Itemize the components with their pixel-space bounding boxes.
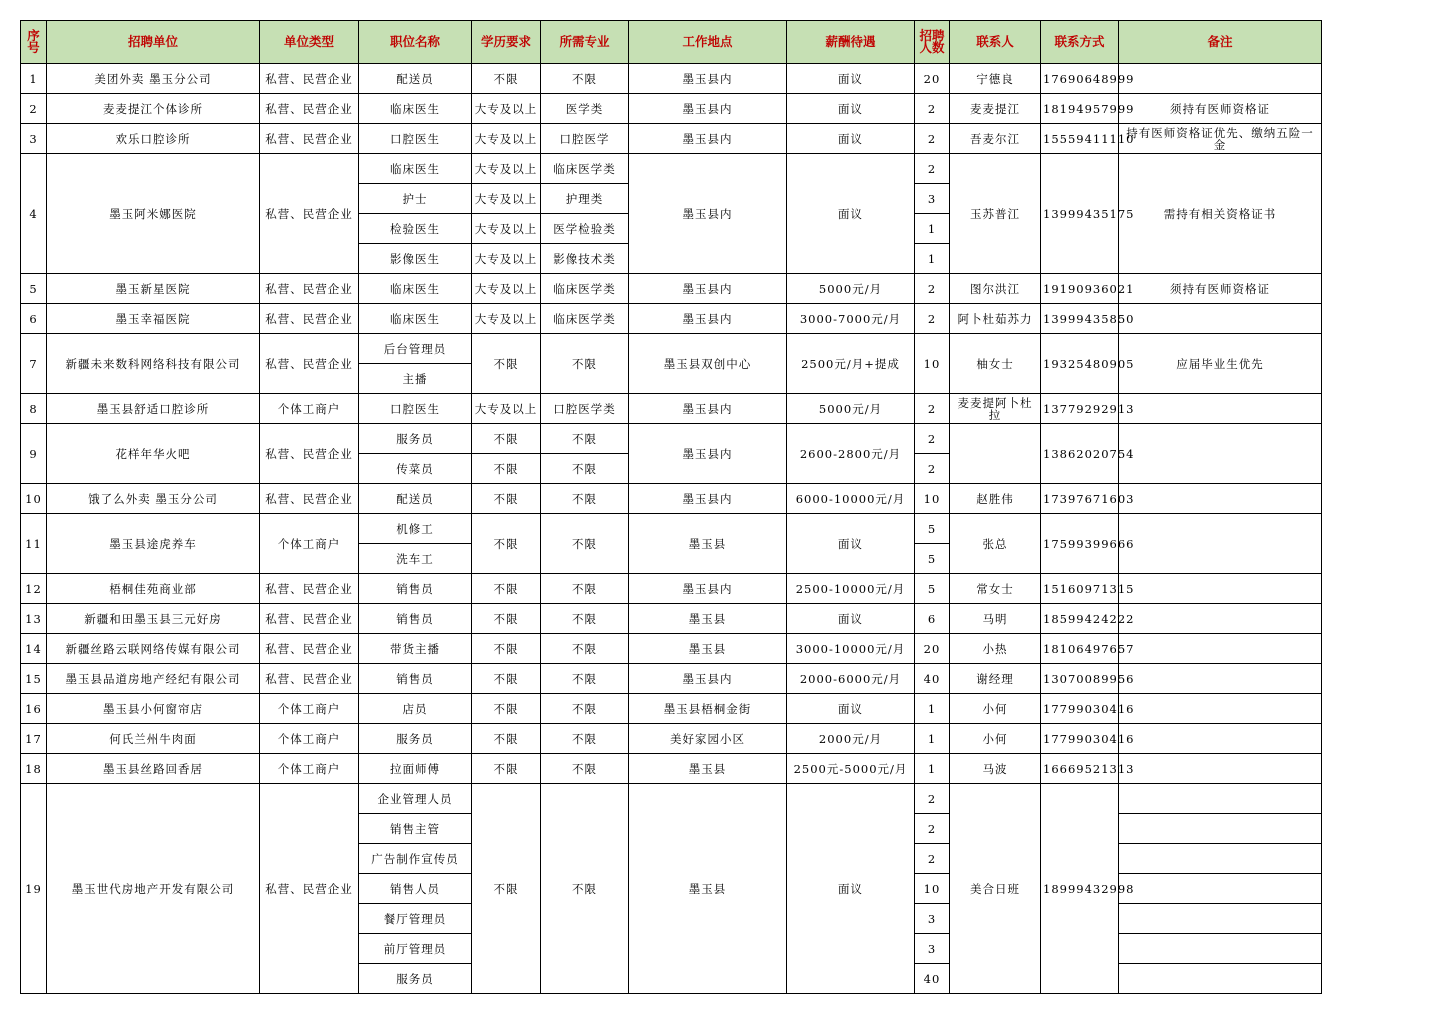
cell-note: 持有医师资格证优先、缴纳五险一金 — [1119, 124, 1322, 154]
cell-major: 临床医学类 — [541, 274, 629, 304]
cell-position: 销售员 — [359, 664, 472, 694]
cell-count: 3 — [915, 934, 950, 964]
cell-seq: 7 — [21, 334, 47, 394]
cell-major: 不限 — [541, 784, 629, 994]
header-phone: 联系方式 — [1041, 21, 1119, 64]
cell-contact: 图尔洪江 — [950, 274, 1041, 304]
cell-contact: 小何 — [950, 694, 1041, 724]
cell-education: 大专及以上 — [472, 184, 541, 214]
cell-type: 私营、民营企业 — [260, 304, 359, 334]
cell-education: 不限 — [472, 334, 541, 394]
cell-seq: 15 — [21, 664, 47, 694]
cell-position: 前厅管理员 — [359, 934, 472, 964]
cell-education: 大专及以上 — [472, 274, 541, 304]
cell-type: 私营、民营企业 — [260, 274, 359, 304]
cell-salary: 2500元-5000元/月 — [787, 754, 915, 784]
cell-major: 口腔医学类 — [541, 394, 629, 424]
cell-note: 须持有医师资格证 — [1119, 94, 1322, 124]
cell-phone: 18999432998 — [1041, 784, 1119, 994]
header-company: 招聘单位 — [47, 21, 260, 64]
cell-position: 口腔医生 — [359, 124, 472, 154]
table-row — [21, 304, 1322, 334]
cell-education: 不限 — [472, 574, 541, 604]
cell-count: 20 — [915, 64, 950, 94]
table-row — [21, 694, 1322, 724]
cell-salary: 2500元/月+提成 — [787, 334, 915, 394]
cell-contact: 张总 — [950, 514, 1041, 574]
header-seq: 序号 — [21, 21, 47, 64]
cell-location: 墨玉县内 — [629, 484, 787, 514]
cell-note — [1119, 634, 1322, 664]
cell-location: 墨玉县双创中心 — [629, 334, 787, 394]
cell-count: 2 — [915, 394, 950, 424]
cell-type: 私营、民营企业 — [260, 424, 359, 484]
cell-phone: 17397671603 — [1041, 484, 1119, 514]
cell-company: 墨玉阿米娜医院 — [47, 154, 260, 274]
cell-type: 私营、民营企业 — [260, 574, 359, 604]
cell-seq: 2 — [21, 94, 47, 124]
cell-position: 检验医生 — [359, 214, 472, 244]
cell-major: 不限 — [541, 424, 629, 454]
cell-phone: 19325480905 — [1041, 334, 1119, 394]
cell-location: 墨玉县内 — [629, 394, 787, 424]
cell-note: 须持有医师资格证 — [1119, 274, 1322, 304]
cell-company: 新疆未来数科网络科技有限公司 — [47, 334, 260, 394]
cell-phone: 16669521313 — [1041, 754, 1119, 784]
cell-count: 2 — [915, 304, 950, 334]
cell-note — [1119, 904, 1322, 934]
cell-phone: 17799030416 — [1041, 694, 1119, 724]
cell-seq: 12 — [21, 574, 47, 604]
cell-note — [1119, 964, 1322, 994]
cell-type: 私营、民营企业 — [260, 64, 359, 94]
cell-phone: 13999435175 — [1041, 154, 1119, 274]
table-row — [21, 154, 1322, 184]
cell-phone: 17690648999 — [1041, 64, 1119, 94]
cell-note — [1119, 514, 1322, 574]
cell-position: 服务员 — [359, 964, 472, 994]
cell-salary: 面议 — [787, 94, 915, 124]
table-row — [21, 274, 1322, 304]
cell-position: 广告制作宣传员 — [359, 844, 472, 874]
cell-major: 临床医学类 — [541, 304, 629, 334]
header-count: 招聘人数 — [915, 21, 950, 64]
table-row — [21, 514, 1322, 544]
cell-seq: 14 — [21, 634, 47, 664]
cell-note — [1119, 694, 1322, 724]
cell-type: 个体工商户 — [260, 754, 359, 784]
cell-salary: 面议 — [787, 124, 915, 154]
cell-contact: 美合日班 — [950, 784, 1041, 994]
cell-major: 不限 — [541, 604, 629, 634]
cell-position: 服务员 — [359, 724, 472, 754]
cell-note — [1119, 874, 1322, 904]
cell-company: 墨玉县舒适口腔诊所 — [47, 394, 260, 424]
cell-position: 口腔医生 — [359, 394, 472, 424]
cell-education: 大专及以上 — [472, 124, 541, 154]
cell-count: 5 — [915, 514, 950, 544]
table-row — [21, 604, 1322, 634]
cell-major: 不限 — [541, 664, 629, 694]
cell-position: 洗车工 — [359, 544, 472, 574]
cell-seq: 4 — [21, 154, 47, 274]
cell-major: 不限 — [541, 334, 629, 394]
cell-count: 2 — [915, 784, 950, 814]
cell-education: 不限 — [472, 694, 541, 724]
cell-location: 美好家园小区 — [629, 724, 787, 754]
cell-education: 大专及以上 — [472, 214, 541, 244]
cell-count: 5 — [915, 544, 950, 574]
cell-note — [1119, 424, 1322, 484]
cell-position: 店员 — [359, 694, 472, 724]
cell-location: 墨玉县 — [629, 604, 787, 634]
cell-company: 墨玉县途虎养车 — [47, 514, 260, 574]
cell-seq: 11 — [21, 514, 47, 574]
cell-position: 临床医生 — [359, 274, 472, 304]
cell-contact: 宁德良 — [950, 64, 1041, 94]
header-type: 单位类型 — [260, 21, 359, 64]
cell-contact: 小何 — [950, 724, 1041, 754]
cell-education: 不限 — [472, 484, 541, 514]
cell-type: 私营、民营企业 — [260, 604, 359, 634]
cell-salary: 3000-10000元/月 — [787, 634, 915, 664]
cell-seq: 1 — [21, 64, 47, 94]
cell-count: 1 — [915, 754, 950, 784]
header-note: 备注 — [1119, 21, 1322, 64]
cell-company: 墨玉幸福医院 — [47, 304, 260, 334]
cell-company: 花样年华火吧 — [47, 424, 260, 484]
cell-position: 临床医生 — [359, 304, 472, 334]
cell-position: 后台管理员 — [359, 334, 472, 364]
cell-position: 临床医生 — [359, 94, 472, 124]
cell-education: 不限 — [472, 664, 541, 694]
cell-note — [1119, 64, 1322, 94]
cell-position: 护士 — [359, 184, 472, 214]
cell-contact: 麦麦提江 — [950, 94, 1041, 124]
cell-position: 拉面师傅 — [359, 754, 472, 784]
cell-location: 墨玉县内 — [629, 124, 787, 154]
cell-position: 销售人员 — [359, 874, 472, 904]
cell-note — [1119, 484, 1322, 514]
cell-count: 2 — [915, 844, 950, 874]
cell-contact: 柚女士 — [950, 334, 1041, 394]
header-location: 工作地点 — [629, 21, 787, 64]
cell-phone: 19190936021 — [1041, 274, 1119, 304]
cell-location: 墨玉县内 — [629, 574, 787, 604]
cell-seq: 19 — [21, 784, 47, 994]
cell-salary: 5000元/月 — [787, 394, 915, 424]
cell-major: 不限 — [541, 514, 629, 574]
cell-contact: 马波 — [950, 754, 1041, 784]
cell-location: 墨玉县内 — [629, 304, 787, 334]
cell-type: 私营、民营企业 — [260, 784, 359, 994]
cell-location: 墨玉县内 — [629, 64, 787, 94]
cell-education: 大专及以上 — [472, 154, 541, 184]
cell-position: 销售主管 — [359, 814, 472, 844]
cell-note: 需持有相关资格证书 — [1119, 154, 1322, 274]
cell-count: 10 — [915, 874, 950, 904]
cell-education: 不限 — [472, 514, 541, 574]
cell-major: 不限 — [541, 694, 629, 724]
cell-count: 3 — [915, 184, 950, 214]
table-row — [21, 394, 1322, 424]
table-row — [21, 334, 1322, 364]
cell-salary: 2500-10000元/月 — [787, 574, 915, 604]
cell-note — [1119, 814, 1322, 844]
cell-education: 大专及以上 — [472, 94, 541, 124]
cell-count: 5 — [915, 574, 950, 604]
cell-major: 不限 — [541, 454, 629, 484]
cell-count: 2 — [915, 454, 950, 484]
cell-company: 墨玉世代房地产开发有限公司 — [47, 784, 260, 994]
table-row — [21, 664, 1322, 694]
cell-seq: 10 — [21, 484, 47, 514]
cell-phone: 17799030416 — [1041, 724, 1119, 754]
table-row — [21, 724, 1322, 754]
cell-seq: 3 — [21, 124, 47, 154]
cell-position: 机修工 — [359, 514, 472, 544]
cell-company: 何氏兰州牛肉面 — [47, 724, 260, 754]
cell-salary: 面议 — [787, 694, 915, 724]
cell-type: 个体工商户 — [260, 694, 359, 724]
cell-count: 2 — [915, 124, 950, 154]
cell-major: 临床医学类 — [541, 154, 629, 184]
cell-count: 2 — [915, 154, 950, 184]
header-position: 职位名称 — [359, 21, 472, 64]
cell-location: 墨玉县内 — [629, 154, 787, 274]
cell-company: 美团外卖 墨玉分公司 — [47, 64, 260, 94]
cell-type: 个体工商户 — [260, 724, 359, 754]
cell-phone: 15559411110 — [1041, 124, 1119, 154]
cell-phone: 13999435850 — [1041, 304, 1119, 334]
header-contact: 联系人 — [950, 21, 1041, 64]
cell-company: 墨玉县小何窗帘店 — [47, 694, 260, 724]
cell-count: 2 — [915, 274, 950, 304]
cell-salary: 面议 — [787, 784, 915, 994]
table-row — [21, 754, 1322, 784]
cell-education: 大专及以上 — [472, 394, 541, 424]
cell-position: 主播 — [359, 364, 472, 394]
table-row — [21, 574, 1322, 604]
cell-position: 配送员 — [359, 64, 472, 94]
table-row — [21, 484, 1322, 514]
cell-count: 10 — [915, 334, 950, 394]
cell-note — [1119, 304, 1322, 334]
table-row — [21, 634, 1322, 664]
cell-major: 不限 — [541, 574, 629, 604]
cell-education: 不限 — [472, 424, 541, 454]
cell-type: 私营、民营企业 — [260, 664, 359, 694]
cell-note — [1119, 574, 1322, 604]
cell-salary: 面议 — [787, 604, 915, 634]
cell-count: 2 — [915, 424, 950, 454]
cell-position: 临床医生 — [359, 154, 472, 184]
cell-count: 1 — [915, 214, 950, 244]
cell-company: 梧桐佳苑商业部 — [47, 574, 260, 604]
header-major: 所需专业 — [541, 21, 629, 64]
cell-note — [1119, 664, 1322, 694]
cell-count: 2 — [915, 94, 950, 124]
cell-education: 不限 — [472, 724, 541, 754]
cell-major: 不限 — [541, 724, 629, 754]
cell-position: 影像医生 — [359, 244, 472, 274]
cell-education: 大专及以上 — [472, 304, 541, 334]
cell-major: 不限 — [541, 634, 629, 664]
table-row — [21, 64, 1322, 94]
cell-count: 3 — [915, 904, 950, 934]
cell-location: 墨玉县 — [629, 634, 787, 664]
cell-position: 销售员 — [359, 574, 472, 604]
cell-contact: 阿卜杜茹苏力 — [950, 304, 1041, 334]
cell-education: 大专及以上 — [472, 244, 541, 274]
cell-salary: 面议 — [787, 154, 915, 274]
cell-salary: 6000-10000元/月 — [787, 484, 915, 514]
cell-salary: 5000元/月 — [787, 274, 915, 304]
header-salary: 薪酬待遇 — [787, 21, 915, 64]
table-header-row — [21, 21, 1322, 64]
cell-salary: 3000-7000元/月 — [787, 304, 915, 334]
cell-salary: 2600-2800元/月 — [787, 424, 915, 484]
header-education: 学历要求 — [472, 21, 541, 64]
cell-major: 医学检验类 — [541, 214, 629, 244]
cell-note — [1119, 844, 1322, 874]
cell-education: 不限 — [472, 634, 541, 664]
cell-phone: 13862020754 — [1041, 424, 1119, 484]
cell-company: 欢乐口腔诊所 — [47, 124, 260, 154]
cell-company: 墨玉县品道房地产经纪有限公司 — [47, 664, 260, 694]
cell-major: 护理类 — [541, 184, 629, 214]
cell-phone: 15160971315 — [1041, 574, 1119, 604]
cell-location: 墨玉县内 — [629, 664, 787, 694]
cell-education: 不限 — [472, 754, 541, 784]
cell-location: 墨玉县内 — [629, 94, 787, 124]
cell-contact: 麦麦提阿卜杜拉 — [950, 394, 1041, 424]
cell-company: 墨玉县丝路回香居 — [47, 754, 260, 784]
cell-major: 影像技术类 — [541, 244, 629, 274]
cell-phone: 13779292913 — [1041, 394, 1119, 424]
cell-count: 2 — [915, 814, 950, 844]
cell-salary: 2000元/月 — [787, 724, 915, 754]
cell-count: 1 — [915, 694, 950, 724]
cell-location: 墨玉县梧桐金街 — [629, 694, 787, 724]
cell-location: 墨玉县 — [629, 514, 787, 574]
table-row — [21, 424, 1322, 454]
cell-phone: 13070089956 — [1041, 664, 1119, 694]
cell-seq: 9 — [21, 424, 47, 484]
cell-location: 墨玉县内 — [629, 424, 787, 484]
cell-phone: 18599424222 — [1041, 604, 1119, 634]
cell-note — [1119, 394, 1322, 424]
cell-location: 墨玉县 — [629, 784, 787, 994]
cell-seq: 16 — [21, 694, 47, 724]
recruitment-table — [20, 20, 1322, 994]
cell-type: 私营、民营企业 — [260, 94, 359, 124]
cell-type: 私营、民营企业 — [260, 154, 359, 274]
cell-company: 新疆和田墨玉县三元好房 — [47, 604, 260, 634]
cell-type: 私营、民营企业 — [260, 484, 359, 514]
cell-contact: 谢经理 — [950, 664, 1041, 694]
cell-location: 墨玉县内 — [629, 274, 787, 304]
cell-phone: 17599399666 — [1041, 514, 1119, 574]
cell-count: 10 — [915, 484, 950, 514]
cell-contact: 赵胜伟 — [950, 484, 1041, 514]
cell-note — [1119, 754, 1322, 784]
cell-count: 40 — [915, 964, 950, 994]
cell-seq: 5 — [21, 274, 47, 304]
cell-phone: 18106497657 — [1041, 634, 1119, 664]
cell-position: 服务员 — [359, 424, 472, 454]
cell-position: 企业管理人员 — [359, 784, 472, 814]
cell-major: 口腔医学 — [541, 124, 629, 154]
cell-contact: 马明 — [950, 604, 1041, 634]
table-row — [21, 784, 1322, 814]
table-row — [21, 124, 1322, 154]
cell-seq: 6 — [21, 304, 47, 334]
cell-seq: 13 — [21, 604, 47, 634]
cell-type: 私营、民营企业 — [260, 634, 359, 664]
cell-type: 个体工商户 — [260, 394, 359, 424]
cell-note: 应届毕业生优先 — [1119, 334, 1322, 394]
cell-position: 传菜员 — [359, 454, 472, 484]
cell-education: 不限 — [472, 64, 541, 94]
cell-count: 40 — [915, 664, 950, 694]
cell-type: 私营、民营企业 — [260, 334, 359, 394]
cell-position: 配送员 — [359, 484, 472, 514]
cell-count: 20 — [915, 634, 950, 664]
cell-phone: 18194957999 — [1041, 94, 1119, 124]
cell-note — [1119, 724, 1322, 754]
cell-salary: 面议 — [787, 64, 915, 94]
cell-company: 墨玉新星医院 — [47, 274, 260, 304]
cell-company: 麦麦提江个体诊所 — [47, 94, 260, 124]
cell-contact: 常女士 — [950, 574, 1041, 604]
cell-major: 不限 — [541, 754, 629, 784]
cell-position: 带货主播 — [359, 634, 472, 664]
cell-contact: 玉苏普江 — [950, 154, 1041, 274]
cell-salary: 面议 — [787, 514, 915, 574]
cell-contact — [950, 424, 1041, 484]
cell-education: 不限 — [472, 784, 541, 994]
cell-location: 墨玉县 — [629, 754, 787, 784]
cell-count: 1 — [915, 244, 950, 274]
cell-salary: 2000-6000元/月 — [787, 664, 915, 694]
cell-contact: 吾麦尔江 — [950, 124, 1041, 154]
cell-count: 1 — [915, 724, 950, 754]
cell-type: 个体工商户 — [260, 514, 359, 574]
cell-note — [1119, 604, 1322, 634]
cell-major: 医学类 — [541, 94, 629, 124]
cell-note — [1119, 934, 1322, 964]
table-row — [21, 94, 1322, 124]
cell-education: 不限 — [472, 454, 541, 484]
cell-major: 不限 — [541, 484, 629, 514]
cell-education: 不限 — [472, 604, 541, 634]
cell-company: 饿了么外卖 墨玉分公司 — [47, 484, 260, 514]
cell-major: 不限 — [541, 64, 629, 94]
cell-position: 销售员 — [359, 604, 472, 634]
cell-contact: 小热 — [950, 634, 1041, 664]
cell-type: 私营、民营企业 — [260, 124, 359, 154]
cell-company: 新疆丝路云联网络传媒有限公司 — [47, 634, 260, 664]
cell-seq: 18 — [21, 754, 47, 784]
cell-count: 6 — [915, 604, 950, 634]
cell-position: 餐厅管理员 — [359, 904, 472, 934]
cell-seq: 17 — [21, 724, 47, 754]
cell-seq: 8 — [21, 394, 47, 424]
cell-note — [1119, 784, 1322, 814]
